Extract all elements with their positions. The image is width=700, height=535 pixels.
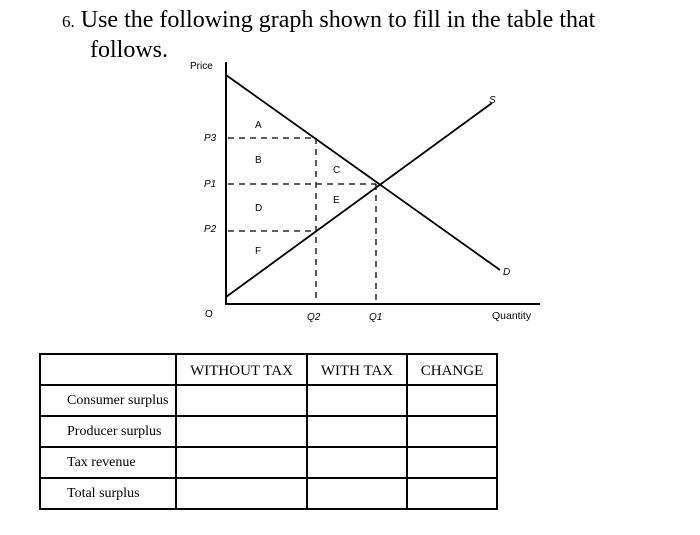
row-label-tax-revenue: Tax revenue	[40, 447, 176, 478]
header-without-tax: WITHOUT TAX	[176, 354, 307, 385]
supply-curve	[226, 103, 492, 297]
answer-cell[interactable]	[407, 416, 497, 447]
question-line-2: follows.	[90, 37, 168, 63]
table-row	[40, 447, 497, 478]
table-header-row	[40, 354, 497, 385]
area-label-a: A	[255, 120, 262, 131]
answer-cell[interactable]	[407, 447, 497, 478]
origin-label: O	[205, 309, 213, 320]
price-label-p2: P2	[204, 224, 217, 235]
supply-label: S	[489, 95, 496, 106]
price-label-p1: P1	[204, 179, 217, 190]
answer-cell[interactable]	[307, 385, 407, 416]
demand-curve	[226, 75, 500, 270]
area-label-e: E	[333, 195, 340, 206]
question-number: 6.	[62, 12, 75, 31]
answer-cell[interactable]	[176, 447, 307, 478]
price-axis-label: Price	[190, 61, 213, 72]
area-label-d: D	[255, 203, 263, 214]
quantity-label-q2: Q2	[307, 312, 321, 323]
question-line-1: Use the following graph shown to fill in the table that	[80, 7, 596, 33]
answer-cell[interactable]	[307, 478, 407, 509]
header-change: CHANGE	[407, 354, 497, 385]
header-with-tax: WITH TAX	[307, 354, 407, 385]
row-label-consumer-surplus: Consumer surplus	[40, 385, 176, 416]
answer-cell[interactable]	[176, 478, 307, 509]
area-label-b: B	[255, 155, 262, 166]
table-row	[40, 416, 497, 447]
quantity-label-q1: Q1	[369, 312, 383, 323]
area-label-f: F	[255, 246, 262, 257]
answer-cell[interactable]	[307, 447, 407, 478]
answer-cell[interactable]	[176, 385, 307, 416]
area-label-c: C	[333, 165, 341, 176]
header-cell-blank	[40, 354, 176, 385]
table-row	[40, 478, 497, 509]
row-label-total-surplus: Total surplus	[40, 478, 176, 509]
answer-cell[interactable]	[176, 416, 307, 447]
surplus-table	[39, 353, 498, 510]
demand-label: D	[503, 267, 511, 278]
answer-cell[interactable]	[307, 416, 407, 447]
answer-cell[interactable]	[407, 385, 497, 416]
answer-cell[interactable]	[407, 478, 497, 509]
row-label-producer-surplus: Producer surplus	[40, 416, 176, 447]
table-row	[40, 385, 497, 416]
quantity-axis-label: Quantity	[492, 310, 532, 322]
price-label-p3: P3	[204, 133, 217, 144]
